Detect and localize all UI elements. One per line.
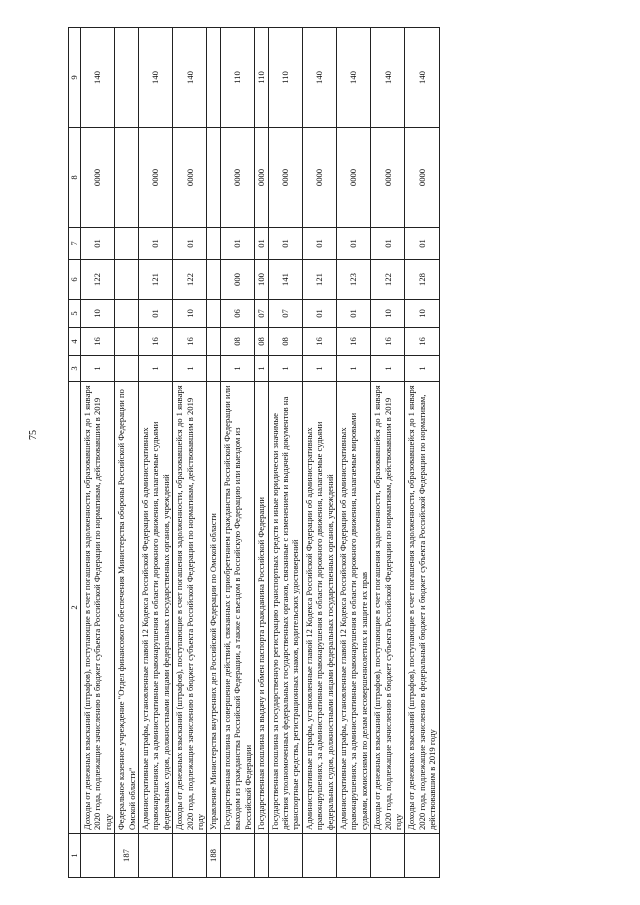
code-cell-9: 110 (268, 28, 302, 128)
code-cell-6: 122 (371, 260, 405, 300)
code-cell-7: 01 (173, 228, 207, 260)
code-cell-4: 08 (255, 328, 268, 356)
header-col-2: 2 (69, 382, 81, 834)
code-cell-8: 0000 (139, 128, 173, 228)
document-table-container (68, 28, 638, 878)
code-cell-9: 140 (173, 28, 207, 128)
table-row (173, 28, 207, 878)
code-cell-5: 10 (405, 300, 439, 328)
code-cell-6: 122 (173, 260, 207, 300)
code-cell-7: 01 (81, 228, 115, 260)
code-cell-5: 07 (255, 300, 268, 328)
code-cell-3: 1 (255, 356, 268, 382)
code-cell-3: 1 (220, 356, 254, 382)
code-cell-7: 01 (139, 228, 173, 260)
code-cell-3: 1 (173, 356, 207, 382)
code-cell-4: 16 (371, 328, 405, 356)
row-number-cell (268, 834, 302, 878)
row-number-cell: 187 (115, 834, 139, 878)
budget-classification-table (68, 27, 440, 878)
code-cell-8: 0000 (220, 128, 254, 228)
code-cell-4: 08 (268, 328, 302, 356)
row-number-cell (255, 834, 268, 878)
code-cell-9: 140 (405, 28, 439, 128)
description-cell: Административные штрафы, установленные главой 12 Кодекса Российской Федерации об административных правонарушениях, за административные правонарушения в области дорожного движения, налагаемые судьями федеральных судов, должностными лицами федеральных государственных органов, учреждений (302, 382, 336, 834)
table-row (81, 28, 115, 878)
description-cell: Государственная пошлина за совершение действий, связанных с приобретением гражданства Российской Федерации или выходом из гражданства Российской Федерации, а также с въездом в Российскую Федерацию или выездом из Российской Федерации (220, 382, 254, 834)
code-cell-8: 0000 (255, 128, 268, 228)
table-row (207, 28, 220, 878)
row-number-cell (336, 834, 370, 878)
code-cell-5: 07 (268, 300, 302, 328)
table-body (81, 28, 440, 878)
code-cell-9: 140 (336, 28, 370, 128)
code-cell-9: 110 (255, 28, 268, 128)
code-cell-3: 1 (81, 356, 115, 382)
description-cell: Государственная пошлина за выдачу и обмен паспорта гражданина Российской Федерации (255, 382, 268, 834)
code-cell-4: 16 (139, 328, 173, 356)
code-cell-4 (115, 328, 139, 356)
code-cell-9 (207, 28, 220, 128)
table-row (220, 28, 254, 878)
header-col-3: 3 (69, 356, 81, 382)
header-col-9: 9 (69, 28, 81, 128)
code-cell-4 (207, 328, 220, 356)
code-cell-6: 121 (139, 260, 173, 300)
code-cell-5: 10 (173, 300, 207, 328)
description-cell: Государственная пошлина за государственную регистрацию транспортных средств и иные юридически значимые действия уполномоченных федеральных государственных органов, связанные с изменением и выдачей документов на транспортные средства, регистрационных знаков, водительских удостоверений (268, 382, 302, 834)
code-cell-9: 140 (139, 28, 173, 128)
header-col-6: 6 (69, 260, 81, 300)
code-cell-7: 01 (220, 228, 254, 260)
row-number-cell (302, 834, 336, 878)
header-col-7: 7 (69, 228, 81, 260)
row-number-cell (220, 834, 254, 878)
code-cell-4: 16 (405, 328, 439, 356)
row-number-cell (405, 834, 439, 878)
code-cell-9: 110 (220, 28, 254, 128)
code-cell-6 (207, 260, 220, 300)
code-cell-3: 1 (302, 356, 336, 382)
table-row (336, 28, 370, 878)
description-cell: Доходы от денежных взысканий (штрафов), поступающие в счет погашения задолженности, образовавшейся до 1 января 2020 года, подлежащие зачислению в бюджет субъекта Российской Федерации по нормативам, действовавшим в 2019 году (173, 382, 207, 834)
code-cell-3: 1 (268, 356, 302, 382)
code-cell-9: 140 (302, 28, 336, 128)
code-cell-8: 0000 (336, 128, 370, 228)
code-cell-6: 128 (405, 260, 439, 300)
description-cell: Федеральное казенное учреждение "Отдел финансового обеспечения Министерства обороны Российской Федерации по Омской области" (115, 382, 139, 834)
code-cell-3: 1 (371, 356, 405, 382)
row-number-cell (371, 834, 405, 878)
code-cell-4: 16 (173, 328, 207, 356)
code-cell-5 (115, 300, 139, 328)
table-row (115, 28, 139, 878)
table-row (268, 28, 302, 878)
code-cell-7: 01 (268, 228, 302, 260)
header-col-5: 5 (69, 300, 81, 328)
code-cell-7: 01 (405, 228, 439, 260)
code-cell-7: 01 (336, 228, 370, 260)
code-cell-3: 1 (405, 356, 439, 382)
row-number-cell: 188 (207, 834, 220, 878)
description-cell: Управление Министерства внутренних дел Российской Федерации по Омской области (207, 382, 220, 834)
code-cell-3: 1 (336, 356, 370, 382)
header-col-8: 8 (69, 128, 81, 228)
code-cell-4: 16 (81, 328, 115, 356)
code-cell-7: 01 (371, 228, 405, 260)
code-cell-7 (115, 228, 139, 260)
code-cell-9: 140 (371, 28, 405, 128)
code-cell-7: 01 (255, 228, 268, 260)
code-cell-5: 01 (302, 300, 336, 328)
code-cell-8: 0000 (302, 128, 336, 228)
code-cell-8: 0000 (81, 128, 115, 228)
header-col-4: 4 (69, 328, 81, 356)
row-number-cell (81, 834, 115, 878)
code-cell-4: 16 (336, 328, 370, 356)
code-cell-6: 100 (255, 260, 268, 300)
code-cell-7: 01 (302, 228, 336, 260)
table-row (405, 28, 439, 878)
description-cell: Доходы от денежных взысканий (штрафов), поступающие в счет погашения задолженности, образовавшейся до 1 января 2020 года, подлежащие зачислению в федеральный бюджет и бюджет субъекта Российской Федерации по нормативам, действовавшим в 2019 году (405, 382, 439, 834)
code-cell-8: 0000 (268, 128, 302, 228)
code-cell-8 (207, 128, 220, 228)
table-row (371, 28, 405, 878)
description-cell: Доходы от денежных взысканий (штрафов), поступающие в счет погашения задолженности, образовавшейся до 1 января 2020 года, подлежащие зачислению в бюджет субъекта Российской Федерации по нормативам, действовавшим в 2019 году (371, 382, 405, 834)
code-cell-5: 10 (81, 300, 115, 328)
code-cell-6: 121 (302, 260, 336, 300)
header-col-1: 1 (69, 834, 81, 878)
code-cell-6: 000 (220, 260, 254, 300)
code-cell-7 (207, 228, 220, 260)
code-cell-3 (115, 356, 139, 382)
code-cell-4: 16 (302, 328, 336, 356)
code-cell-6: 122 (81, 260, 115, 300)
code-cell-5 (207, 300, 220, 328)
description-cell: Административные штрафы, установленные главой 12 Кодекса Российской Федерации об административных правонарушениях, за административные правонарушения в области дорожного движения, налагаемые судьями федеральных судов, должностными лицами федеральных государственных органов, учреждений (139, 382, 173, 834)
code-cell-6: 141 (268, 260, 302, 300)
code-cell-6 (115, 260, 139, 300)
table-row (255, 28, 268, 878)
description-cell: Доходы от денежных взысканий (штрафов), поступающие в счет погашения задолженности, образовавшейся до 1 января 2020 года, подлежащие зачислению в бюджет субъекта Российской Федерации по нормативам, действовавшим в 2019 году (81, 382, 115, 834)
code-cell-5: 01 (139, 300, 173, 328)
code-cell-9 (115, 28, 139, 128)
code-cell-5: 01 (336, 300, 370, 328)
row-number-cell (139, 834, 173, 878)
row-number-cell (173, 834, 207, 878)
code-cell-3 (207, 356, 220, 382)
page-number: 75 (28, 430, 39, 440)
header-row (69, 28, 81, 878)
code-cell-8 (115, 128, 139, 228)
table-row (139, 28, 173, 878)
code-cell-8: 0000 (371, 128, 405, 228)
code-cell-9: 140 (81, 28, 115, 128)
code-cell-5: 06 (220, 300, 254, 328)
code-cell-5: 10 (371, 300, 405, 328)
code-cell-6: 123 (336, 260, 370, 300)
description-cell: Административные штрафы, установленные главой 12 Кодекса Российской Федерации об административных правонарушениях, за административные правонарушения в области дорожного движения, налагаемые мировыми судьями, комиссиями по делам несовершеннолетних и защите их прав (336, 382, 370, 834)
code-cell-8: 0000 (173, 128, 207, 228)
code-cell-3: 1 (139, 356, 173, 382)
code-cell-8: 0000 (405, 128, 439, 228)
code-cell-4: 08 (220, 328, 254, 356)
table-row (302, 28, 336, 878)
